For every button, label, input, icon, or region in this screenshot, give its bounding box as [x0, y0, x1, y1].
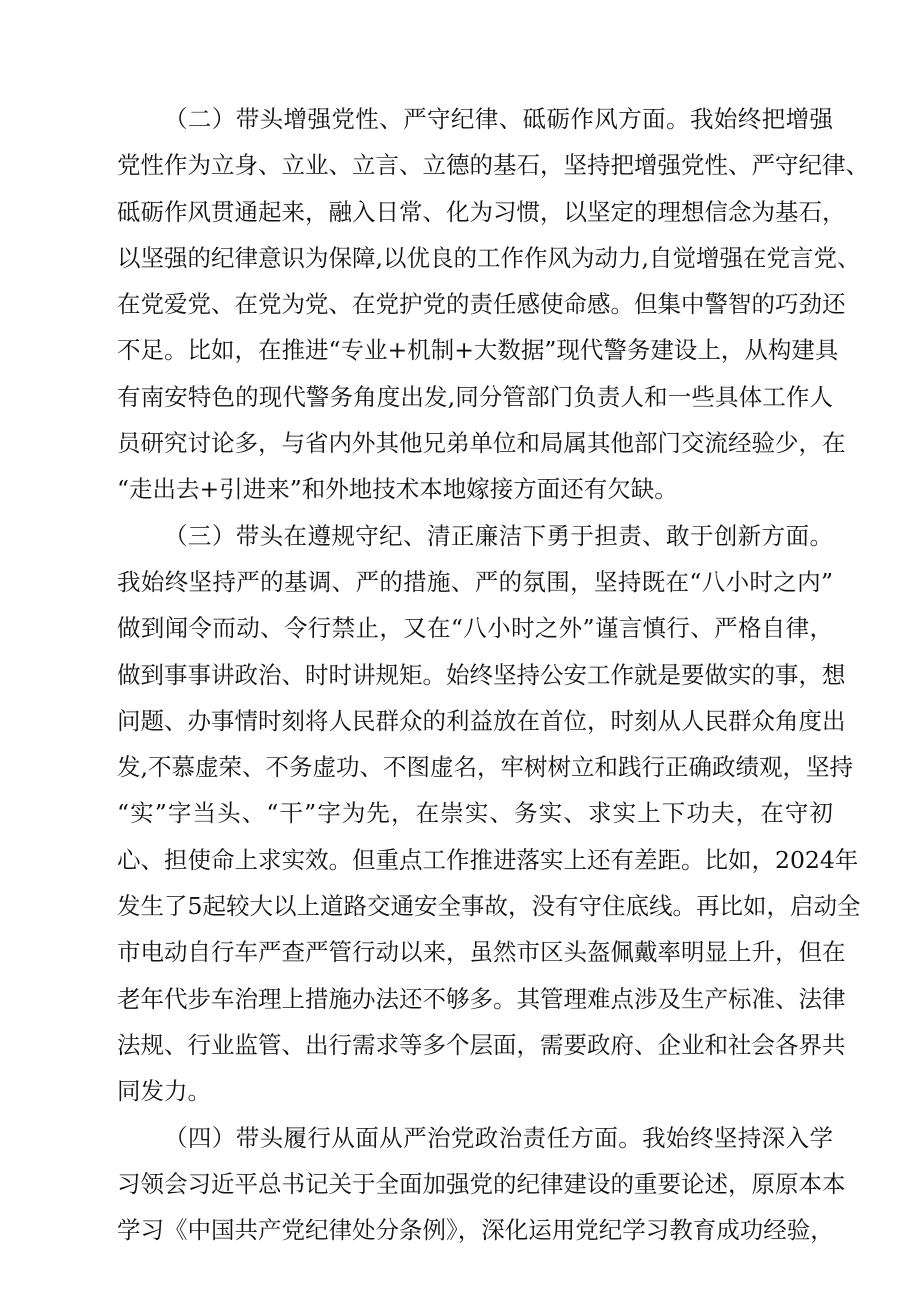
text-line: “走出去+引进来”和外地技术本地嫁接方面还有欠缺。	[117, 475, 678, 504]
text-line: 在党爱党、在党为党、在党护党的责任感使命感。但集中警智的巧劲还	[117, 290, 846, 319]
text-line: 我始终坚持严的基调、严的措施、严的氛围，坚持既在“八小时之内”	[117, 567, 833, 596]
text-line: 心、担使命上求实效。但重点工作推进落实上还有差距。比如，2024年	[117, 845, 859, 874]
text-line: 员研究讨论多，与省内外其他兄弟单位和局属其他部门交流经验少，在	[117, 429, 846, 458]
text-line: 学习《中国共产党纪律处分条例》，深化运用党纪学习教育成功经验，	[117, 1216, 834, 1245]
text-line: 有南安特色的现代警务角度出发,同分管部门负责人和一些具体工作人	[117, 382, 833, 411]
text-line: 老年代步车治理上措施办法还不够多。其管理难点涉及生产标准、法律	[117, 984, 846, 1013]
text-line: 以坚强的纪律意识为保障,以优良的工作作风为动力,自觉增强在党言党、	[117, 243, 861, 272]
document-body	[117, 96, 869, 1253]
text-line: （三）带头在遵规守纪、清正廉洁下勇于担责、敢于创新方面。	[164, 521, 833, 550]
text-line: 做到事事讲政治、时时讲规矩。始终坚持公安工作就是要做实的事，想	[117, 660, 846, 689]
text-line: 发生了5起较大以上道路交通安全事故，没有守住底线。再比如，启动全	[117, 892, 861, 921]
text-line: 不足。比如，在推进“专业+机制+大数据”现代警务建设上，从构建具	[117, 336, 839, 365]
text-line: 做到闻令而动、令行禁止，又在“八小时之外”谨言慎行、严格自律，	[117, 614, 833, 643]
text-line: 习领会习近平总书记关于全面加强党的纪律建设的重要论述，原原本本	[117, 1169, 846, 1198]
text-line: 同发力。	[117, 1077, 211, 1106]
text-line: “实”字当头、“干”字为先，在崇实、务实、求实上下功夫，在守初	[117, 799, 833, 828]
text-line: 党性作为立身、立业、立言、立德的基石，坚持把增强党性、严守纪律、	[117, 151, 869, 180]
text-line: 市电动自行车严查严管行动以来，虽然市区头盔佩戴率明显上升，但在	[117, 938, 846, 967]
text-line: （二）带头增强党性、严守纪律、砥砺作风方面。我始终把增强	[164, 105, 833, 133]
text-line: 发,不慕虚荣、不务虚功、不图虚名，牢树树立和践行正确政绩观，坚持	[117, 753, 853, 782]
text-line: 问题、办事情时刻将人民群众的利益放在首位，时刻从人民群众角度出	[117, 706, 846, 735]
text-line: 砥砺作风贯通起来，融入日常、化为习惯，以坚定的理想信念为基石，	[117, 197, 846, 226]
text-line: 法规、行业监管、出行需求等多个层面，需要政府、企业和社会各界共	[117, 1030, 846, 1059]
text-line: （四）带头履行从面从严治党政治责任方面。我始终坚持深入学	[164, 1123, 833, 1152]
